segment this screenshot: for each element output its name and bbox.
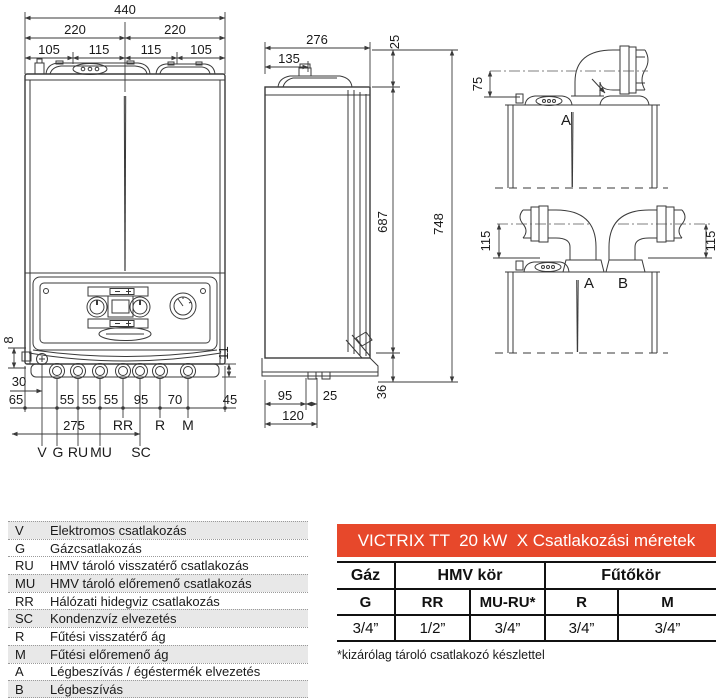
dim-depth: 276 (306, 32, 328, 47)
val-mu-ru: 3/4” (470, 615, 545, 641)
connection-size-table (337, 524, 716, 662)
dim-bottom-gap: 25 (322, 388, 338, 403)
label-r: R (154, 417, 166, 433)
legend-code: V (15, 522, 24, 538)
value-row (337, 615, 716, 641)
dim-base-height: 36 (374, 384, 389, 400)
val-g: 3/4” (352, 619, 379, 637)
legend-code: SC (15, 611, 34, 627)
col-r: R (545, 589, 618, 615)
dim-top-offset-2: 115 (88, 42, 110, 57)
dim-top-offset-4: 105 (190, 42, 212, 57)
dim-half-left: 220 (64, 22, 86, 37)
dim-side-left: 8 (1, 336, 16, 344)
boiler-front-body (22, 59, 225, 379)
legend-row-r (8, 627, 308, 645)
dim-chain-55c: 55 (103, 392, 119, 407)
label-a-bottom-detail: A (583, 275, 595, 292)
val-rr: 1/2” (395, 615, 470, 641)
dim-115-right: 115 (703, 230, 718, 252)
label-rr: RR (112, 417, 134, 433)
dim-flue-offset: 135 (278, 51, 300, 66)
dim-top-offset-1: 105 (38, 42, 60, 57)
col-m: M (618, 589, 716, 615)
legend-code: B (15, 681, 24, 697)
dim-flue-height-75: 75 (470, 76, 485, 92)
legend-desc: HMV tároló előremenő csatlakozás (50, 575, 252, 591)
dim-top-gap: 25 (387, 34, 402, 50)
legend-code: RR (15, 593, 34, 609)
legend-row-g (8, 539, 308, 557)
legend-row-ru (8, 556, 308, 574)
legend-code: G (15, 540, 26, 556)
flue-detail-top-body (505, 46, 660, 188)
val-m: 3/4” (618, 615, 716, 641)
legend-desc: Gázcsatlakozás (50, 540, 142, 556)
label-a-top-detail: A (560, 112, 572, 129)
col-rr: RR (395, 589, 470, 615)
dim-span-275: 275 (63, 418, 85, 433)
legend-row-a (8, 663, 308, 681)
flue-detail-bottom-body (505, 206, 685, 353)
legend-row-mu (8, 574, 308, 592)
table-footnote: *kizárólag tároló csatlakozó készlettel (337, 648, 545, 662)
dim-body-height: 687 (375, 211, 390, 233)
connection-legend (8, 521, 308, 698)
dim-v-offset: 30 (11, 374, 27, 389)
label-v: V (37, 444, 47, 460)
legend-code: R (15, 628, 25, 644)
legend-code: M (15, 646, 26, 662)
side-view-drawing (262, 32, 458, 428)
label-sc: SC (131, 444, 151, 460)
size-table (337, 561, 716, 642)
dim-chain-55a: 55 (59, 392, 75, 407)
group-hmv: HMV kör (395, 562, 545, 589)
boiler-side-body (262, 64, 378, 379)
column-header-row (337, 589, 716, 615)
flue-detail-concentric (470, 46, 668, 188)
group-header-row (337, 562, 716, 589)
legend-row-sc (8, 609, 308, 627)
legend-row-v (8, 521, 308, 539)
col-g: G (337, 589, 395, 615)
dim-chain-45: 45 (222, 392, 238, 407)
legend-desc: Légbeszívás (50, 681, 123, 697)
dim-bottom-total: 120 (282, 408, 304, 423)
label-m: M (182, 417, 194, 433)
legend-row-m (8, 645, 308, 663)
label-g: G (52, 444, 64, 460)
dim-chain-95: 95 (133, 392, 149, 407)
dim-chain-65: 65 (8, 392, 24, 407)
label-ru: RU (67, 444, 89, 460)
label-b-bottom-detail: B (617, 275, 629, 292)
legend-desc: Hálózati hidegviz csatlakozás (50, 593, 220, 609)
dim-top-offset-3: 115 (140, 42, 162, 57)
dim-bottom-front: 95 (277, 388, 293, 403)
legend-desc: Fűtési visszatérő ág (50, 628, 166, 644)
legend-desc: HMV tároló visszatérő csatlakozás (50, 558, 249, 574)
dim-chain-70: 70 (167, 392, 183, 407)
legend-code: A (15, 664, 24, 680)
legend-desc: Légbeszívás / égéstermék elvezetés (50, 664, 261, 680)
table-title: VICTRIX TT 20 kW X Csatlakozási méretek (337, 524, 716, 557)
label-mu: MU (90, 444, 112, 460)
legend-desc: Elektromos csatlakozás (50, 522, 187, 538)
dim-total-width: 440 (114, 2, 136, 17)
legend-desc: Kondenzvíz elvezetés (50, 611, 177, 627)
front-view-drawing (1, 2, 237, 460)
val-r: 3/4” (545, 615, 618, 641)
dim-115-left: 115 (478, 230, 493, 252)
legend-code: MU (15, 575, 36, 591)
dim-side-right: 11 (216, 346, 231, 360)
flue-detail-twin (478, 206, 718, 353)
legend-row-b (8, 680, 308, 698)
col-mu-ru: MU-RU* (470, 589, 545, 615)
legend-row-rr (8, 592, 308, 610)
dim-chain-55b: 55 (81, 392, 97, 407)
group-gaz: Gáz (337, 562, 395, 589)
group-futokor: Fűtőkör (545, 562, 716, 589)
dim-total-height: 748 (431, 213, 446, 235)
dim-half-right: 220 (164, 22, 186, 37)
legend-desc: Fűtési előremenő ág (50, 646, 169, 662)
legend-code: RU (15, 558, 34, 574)
